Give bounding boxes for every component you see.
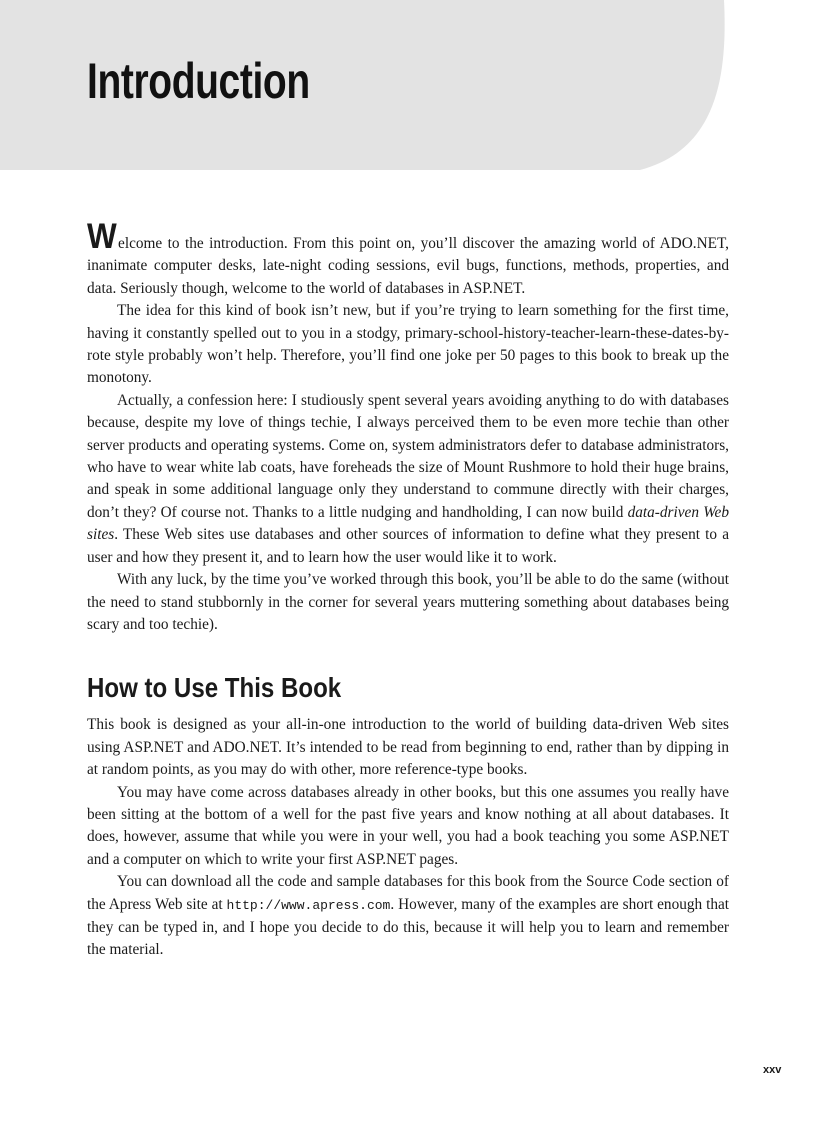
chapter-title: Introduction bbox=[87, 53, 310, 109]
drop-cap-letter: W bbox=[87, 217, 117, 256]
intro-paragraph-3-text-after: . These Web sites use databases and other sources of information to define what they present to a user and how they present it, and to learn how the user would like it to work. bbox=[87, 526, 729, 566]
intro-paragraph-1-text: elcome to the introduction. From this point on, you’ll discover the amazing world of ADO.NET, inanimate computer desks, late-night coding sessions, evil bugs, functions, methods, properties, and data. Seriously though, welcome to the world of databases in ASP.NET. bbox=[87, 235, 729, 297]
intro-paragraph-1 bbox=[87, 217, 729, 300]
intro-paragraph-4: With any luck, by the time you’ve worked through this book, you’ll be able to do the same (without the need to stand stubbornly in the corner for several years muttering something about databases being scary and too techie). bbox=[87, 571, 729, 633]
intro-paragraph-3 bbox=[87, 390, 729, 569]
intro-paragraph-3-text-before: Actually, a confession here: I studiously spent several years avoiding anything to do with databases because, despite my love of things techie, I always perceived them to be even more techie than other server products and operating systems. Come on, system administrators defer to database administrators, who have to wear white lab coats, have foreheads the size of Mount Rushmore to hold their huge brains, and speak in some additional language only they understand to commune directly with their charges, don’t they? Of course not. Thanks to a little nudging and handholding, I can now build bbox=[87, 391, 729, 521]
page-body bbox=[87, 217, 730, 962]
section-paragraph-1: This book is designed as your all-in-one introduction to the world of building data-driven Web sites using ASP.NET and ADO.NET. It’s intended to be read from beginning to end, rather than by dipping in at random points, as you may do with other, more reference-type books. bbox=[87, 716, 729, 779]
page-number: xxv bbox=[763, 1064, 782, 1076]
intro-paragraph-2: The idea for this kind of book isn’t new, but if you’re trying to learn something for the first time, having it constantly spelled out to you in a stodgy, primary-school-history-teacher-learn-these-dates-by-rote style probably won’t help. Therefore, you’ll find one joke per 50 pages to this book to break up the monotony. bbox=[87, 302, 729, 387]
section-paragraph-3 bbox=[87, 871, 729, 962]
section-heading: How to Use This Book bbox=[87, 672, 342, 704]
section-paragraph-3-text-after: . However, many of the examples are short enough that they can be typed in, and I hope you decide to do this, because it will help you to learn and remember the material. bbox=[87, 895, 730, 959]
section-paragraph-3-text-before: You can download all the code and sample databases for this book from the Source Code section of the Apress Web site at bbox=[87, 873, 729, 913]
apress-url-link[interactable]: http://www.apress.com bbox=[226, 897, 391, 913]
emphasis-data-driven-web-sites: data-driven Web sites bbox=[87, 503, 729, 544]
section-paragraph-2: You may have come across databases already in other books, but this one assumes you really have been sitting at the bottom of a well for the past five years and know nothing at all about databases. It does, however, assume that while you were in your well, you had a book teaching you some ASP.NET and a computer on which to write your first ASP.NET pages. bbox=[87, 783, 729, 868]
